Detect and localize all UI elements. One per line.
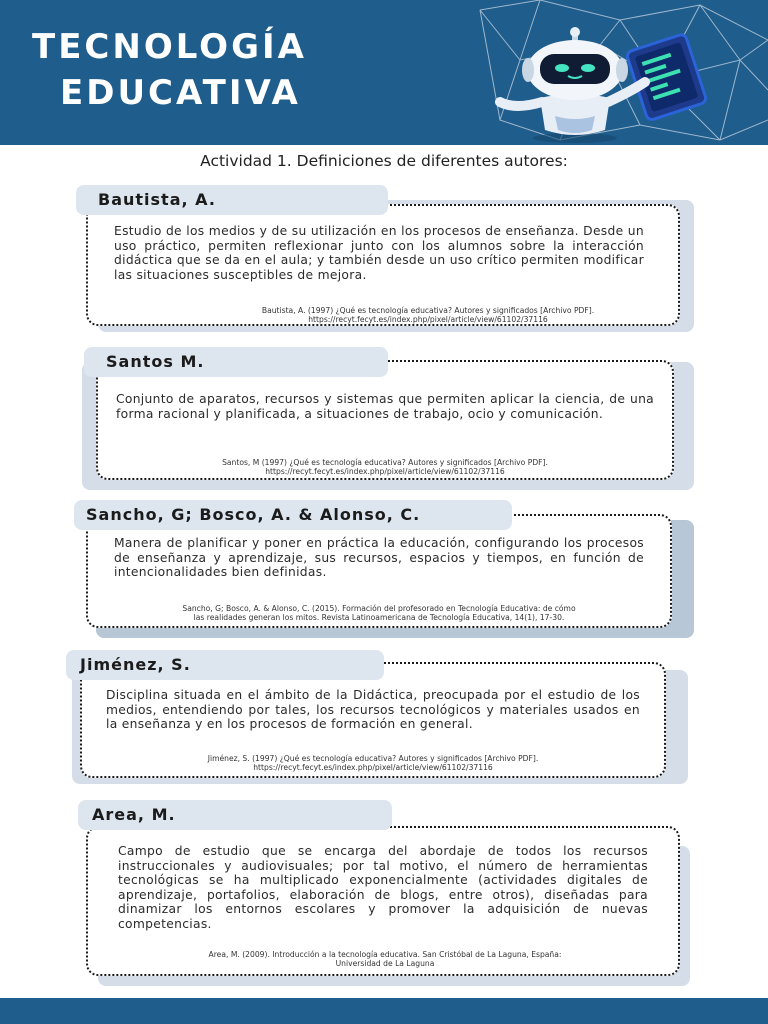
definition-card-area xyxy=(86,826,680,976)
title-line-1: TECNOLOGÍA xyxy=(32,27,307,67)
author-tag-santos: Santos M. xyxy=(84,347,388,377)
reference-line: Area, M. (2009). Introducción a la tecnología educativa. San Cristóbal de La Laguna, España: xyxy=(208,950,562,959)
author-tag-area: Area, M. xyxy=(78,800,392,830)
title-line-2: EDUCATIVA xyxy=(60,73,301,113)
activity-subtitle: Actividad 1. Definiciones de diferentes autores: xyxy=(200,152,568,170)
reference-url: https://recyt.fecyt.es/index.php/pixel/article/view/61102/37116 xyxy=(253,763,493,772)
author-tag-bautista: Bautista, A. xyxy=(76,185,388,215)
reference-line: Santos, M (1997) ¿Qué es tecnología educativa? Autores y significados [Archivo PDF]. xyxy=(222,458,548,467)
definition-card-bautista xyxy=(86,204,680,326)
reference-line-2: las realidades generan los mitos. Revista Latinoamericana de Tecnología Educativa, 14(1), 17-30. xyxy=(193,613,565,622)
definition-text: Disciplina situada en el ámbito de la Didáctica, preocupada por el estudio de los medios, entendiendo por tales, los recursos tecnológicos y materiales usados en la enseñanza y en los procesos de formación en general. xyxy=(106,688,640,732)
reference-line: Sancho, G; Bosco, A. & Alonso, C. (2015). Formación del profesorado en Tecnología Educativa: de cómo xyxy=(182,604,576,613)
reference-url: https://recyt.fecyt.es/index.php/pixel/article/view/61102/37116 xyxy=(308,315,548,324)
reference-line: Bautista, A. (1997) ¿Qué es tecnología educativa? Autores y significados [Archivo PDF]. xyxy=(261,306,595,315)
definition-card-santos xyxy=(96,360,674,480)
definition-text: Campo de estudio que se encarga del abordaje de todos los recursos instruccionales y audiovisuales; por tal motivo, el número de herramientas tecnológicas se ha multiplicado exponencialmente (actividades digitales de aprendizaje, portafolios, elaboración de blogs, entre otros), diseñadas para dinamizar los entornos escolares y promover la adquisición de nuevas competencias. xyxy=(118,844,648,931)
author-tag-jimenez: Jiménez, S. xyxy=(66,650,384,680)
definition-text: Conjunto de aparatos, recursos y sistemas que permiten aplicar la ciencia, de una forma racional y planificada, a situaciones de trabajo, ocio y comunicación. xyxy=(116,392,654,421)
definition-text: Estudio de los medios y de su utilización en los procesos de enseñanza. Desde un uso práctico, permiten reflexionar junto con los alumnos sobre la interacción didáctica que se da en el aula; y también desde un uso crítico permiten modificar las situaciones susceptibles de mejora. xyxy=(114,224,644,282)
reference-url: https://recyt.fecyt.es/index.php/pixel/article/view/61102/37116 xyxy=(265,467,505,476)
page-title xyxy=(32,24,307,116)
header-banner xyxy=(0,0,768,145)
robot-illustration xyxy=(480,20,720,145)
footer-band xyxy=(0,998,768,1024)
definition-card-sancho xyxy=(86,514,672,628)
reference-line: Jiménez, S. (1997) ¿Qué es tecnología educativa? Autores y significados [Archivo PDF]. xyxy=(207,754,539,763)
reference-line-2: Universidad de La Laguna xyxy=(335,959,435,968)
definition-text: Manera de planificar y poner en práctica la educación, configurando los procesos de enseñanza y aprendizaje, sus recursos, espacios y tiempos, en función de intencionalidades bien definidas. xyxy=(114,536,644,580)
author-tag-sancho-bosco-alonso: Sancho, G; Bosco, A. & Alonso, C. xyxy=(74,500,512,530)
